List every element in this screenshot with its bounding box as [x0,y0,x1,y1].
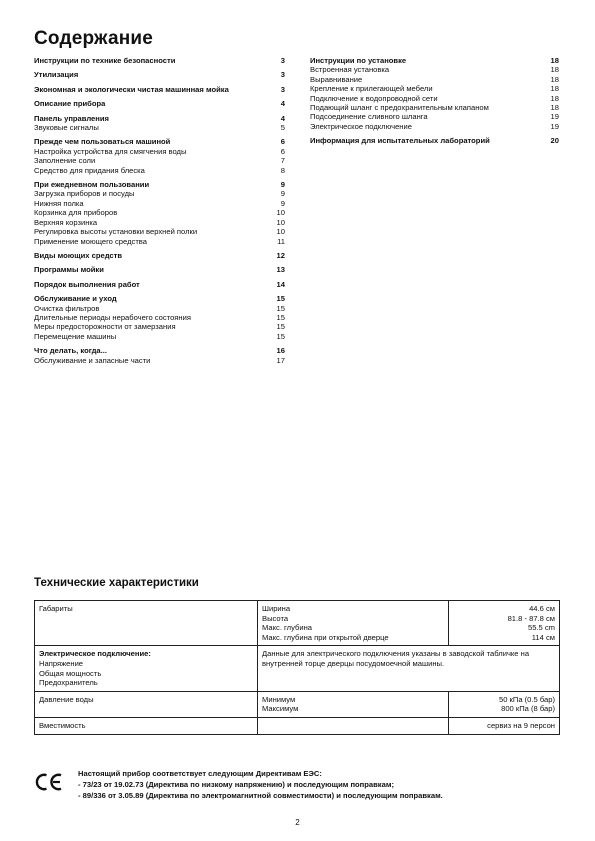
toc-entry-page: 9 [280,189,285,199]
toc-section [34,99,285,108]
spec-name: Минимум [262,694,296,704]
toc-entry-title: Утилизация [34,70,79,80]
specs-title: Технические характеристики [34,577,199,589]
toc-left-column [34,56,285,365]
toc-entry [34,237,285,246]
toc-entry-title: Инструкции по установке [310,56,407,65]
specs-table [34,600,560,735]
toc-section [34,56,285,65]
spec-values [449,601,560,646]
spec-name: Максимум [262,704,299,714]
toc-entry-title: Крепление к прилегающей мебели [310,84,433,94]
spec-value: 50 кПа (0.5 бар) [498,694,555,704]
directive-line: Настоящий прибор соответствует следующим Директивам ЕЭС: [78,769,322,778]
toc-entry-page: 10 [276,227,285,237]
toc-entry-title: Средство для придания блеска [34,165,145,175]
toc-entry-title: Подключение к водопроводной сети [310,93,438,103]
toc-entry-title: Корзинка для приборов [34,208,118,218]
page-number: 2 [295,818,300,827]
spec-label-heading: Электрическое подключение: [39,649,151,659]
toc-entry-title: Настройка устройства для смягчения воды [34,146,187,156]
toc-entry-title: Электрическое подключение [310,121,412,131]
directive-line: - 73/23 от 19.02.73 (Директива по низкому напряжению) и последующим поправкам; [78,780,394,790]
toc-entry-page: 3 [280,70,285,80]
toc-entry-page: 6 [280,146,285,156]
toc-entry-page: 18 [550,84,559,94]
toc-entry-title: Программы мойки [34,265,104,275]
spec-label: Вместимость [35,717,258,734]
spec-row-capacity [35,717,560,734]
toc-entry-title: Информация для испытательных лабораторий [310,136,490,146]
toc-entry-page: 11 [277,236,285,246]
toc-entry [310,122,559,131]
toc-entry-title: Загрузка приборов и посуды [34,189,135,199]
toc-entry [310,103,559,112]
toc-entry-page: 10 [276,208,285,218]
spec-name: Макс. глубина [262,623,312,633]
toc-entry-title: Нижняя полка [34,198,84,208]
toc-entry-title: Описание прибора [34,99,106,109]
directives-text [78,768,560,802]
toc-entry-page: 15 [276,312,285,322]
toc-entry-page: 6 [280,137,285,147]
toc-entry-page: 16 [276,346,285,356]
toc-entry-page: 9 [280,180,285,190]
toc-entry-page: 8 [280,165,285,175]
ce-mark-icon [34,772,64,792]
toc-entry-page: 4 [280,99,285,109]
toc-entry [34,218,285,227]
toc-entry-title: Меры предосторожности от замерзания [34,322,176,332]
spec-row-pressure [35,691,560,717]
toc-section [34,346,285,355]
spec-sub: Общая мощность [39,668,102,678]
toc-entry-page: 12 [276,250,285,260]
spec-names [258,691,449,717]
toc-entry [34,123,285,132]
spec-value: 800 кПа (8 бар) [501,704,555,714]
toc-entry-title: Заполнение соли [34,156,96,166]
toc-entry-title: Длительные периоды нерабочего состояния [34,312,191,322]
spec-value: 81.8 - 87.8 см [507,613,555,623]
toc-entry-title: Виды моющих средств [34,250,123,260]
spec-row-electric [35,646,560,691]
toc-entry-title: Верхняя корзинка [34,217,98,227]
toc-entry-page: 4 [280,113,285,123]
toc-entry [34,313,285,322]
toc-entry-title: Подающий шланг с предохранительным клапаном [310,103,489,113]
toc-section [34,280,285,289]
toc-section [34,251,285,260]
toc-entry [34,227,285,236]
spec-name: Ширина [262,604,291,613]
toc-entry-title: Подсоединение сливного шланга [310,112,428,122]
toc-section [34,294,285,303]
spec-values [449,691,560,717]
toc-entry-page: 15 [276,303,285,313]
toc-entry-title: Применение моющего средства [34,236,147,246]
toc-entry-page: 18 [550,93,559,103]
toc-entry [34,332,285,341]
toc-entry-page: 18 [550,65,559,75]
toc-entry-title: При ежедневном пользовании [34,180,150,190]
toc-entry-page: 15 [276,322,285,332]
spec-value: сервиз на 9 персон [449,717,560,734]
toc-entry-page: 3 [280,84,285,94]
toc-entry-title: Что делать, когда... [34,346,107,356]
toc-entry-page: 20 [550,136,559,146]
toc-entry [34,304,285,313]
spec-label: Габариты [35,601,258,646]
toc-entry [310,65,559,74]
toc-entry [34,322,285,331]
toc-section [34,85,285,94]
spec-row-dimensions [35,601,560,646]
toc-entry [34,199,285,208]
toc-section [310,136,559,145]
toc-entry-title: Прежде чем пользоваться машиной [34,137,171,147]
toc-entry [34,166,285,175]
toc-section [34,265,285,274]
spec-name: Высота [262,613,289,623]
spec-names [258,601,449,646]
toc-entry-title: Очистка фильтров [34,303,100,313]
toc-entry-page: 18 [550,56,559,65]
toc-entry [310,94,559,103]
toc-entry-page: 15 [276,331,285,341]
spec-value: 55.5 cm [527,623,555,633]
toc-entry [310,75,559,84]
toc-entry [34,156,285,165]
toc-entry-page: 13 [276,265,285,275]
toc-entry-page: 18 [550,103,559,113]
toc-entry-title: Встроенная установка [310,65,390,75]
spec-name: Макс. глубина при открытой дверце [262,632,389,642]
spec-sub: Предохранитель [39,678,98,688]
toc-entry-title: Перемещение машины [34,331,117,341]
toc-entry-page: 18 [550,74,559,84]
toc-entry-title: Звуковые сигналы [34,123,99,133]
toc-entry-page: 5 [280,123,285,133]
spec-label: Давление воды [35,691,258,717]
toc-section [34,114,285,123]
toc-section [310,56,559,65]
toc-entry-page: 3 [280,56,285,65]
spec-empty [258,717,449,734]
toc-entry-title: Обслуживание и запасные части [34,355,151,365]
toc-entry-page: 17 [276,355,285,365]
toc-entry [310,84,559,93]
spec-label [35,646,258,691]
toc-entry [34,189,285,198]
toc-entry [34,147,285,156]
toc-entry-page: 10 [276,217,285,227]
toc-entry-page: 15 [276,294,285,304]
toc-entry-title: Инструкции по технике безопасности [34,56,176,65]
toc-right-column [310,56,559,146]
toc-entry [34,356,285,365]
page-title: Содержание [34,28,154,49]
toc-section [34,180,285,189]
toc-entry-title: Обслуживание и уход [34,294,117,304]
spec-value: 114 см [531,632,555,642]
toc-entry-page: 14 [276,279,285,289]
toc-entry [310,112,559,121]
toc-entry [34,208,285,217]
toc-entry-title: Экономная и экологически чистая машинная мойка [34,84,229,94]
toc-section [34,70,285,79]
toc-entry-title: Порядок выполнения работ [34,279,140,289]
toc-entry-title: Выравнивание [310,74,363,84]
toc-entry-page: 7 [280,156,285,166]
toc-entry-page: 19 [550,112,559,122]
toc-entry-page: 9 [280,198,285,208]
toc-section [34,137,285,146]
toc-entry-title: Панель управления [34,113,109,123]
toc-entry-title: Регулировка высоты установки верхней полки [34,227,198,237]
toc-entry-page: 19 [550,121,559,131]
spec-value: 44.6 см [529,604,555,613]
spec-sub: Напряжение [39,658,84,668]
spec-electric-note: Данные для электрического подключения указаны в заводской табличке на внутренней торце дверцы посудомоечной машины. [258,646,560,691]
directive-line: - 89/336 от 3.05.89 (Директива по электромагнитной совместимости) и последующим поправкам. [78,791,443,801]
